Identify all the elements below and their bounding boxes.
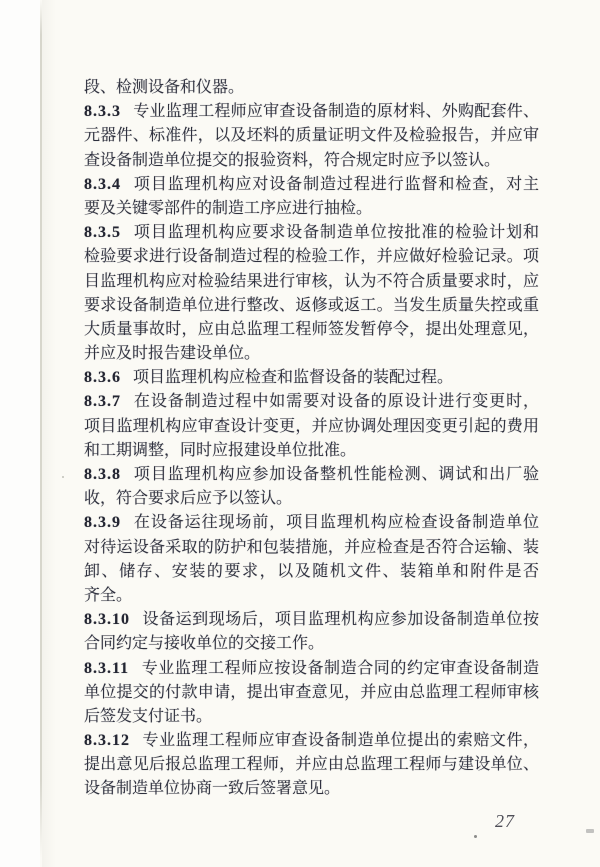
text-line (84, 560, 539, 584)
clause-number: 8.3.10 (84, 611, 130, 629)
clause-number: 8.3.6 (84, 369, 121, 387)
clause-text: 齐全。 (84, 586, 133, 604)
text-line (84, 366, 539, 390)
text-line (84, 439, 539, 463)
text-line (84, 100, 539, 124)
clause-text: 大质量事故时，应由总监理工程师签发暂停令，提出处理意见， (84, 320, 539, 338)
page-number: 27 (495, 811, 515, 831)
text-line (84, 657, 539, 681)
clause-text: 并应及时报告建设单位。 (84, 345, 261, 363)
text-line (84, 463, 539, 487)
clause-text: 要及关键零部件的制造工序应进行抽检。 (84, 199, 373, 217)
clause-text: 和工期调整，同时应报建设单位批准。 (84, 441, 357, 459)
text-line (84, 149, 539, 173)
clause-text: 在设备制造过程中如需要对设备的原设计进行变更时， (133, 393, 539, 411)
text-line (84, 390, 539, 414)
document-body (84, 76, 539, 802)
text-line (84, 76, 539, 100)
text-line (84, 681, 539, 705)
text-line (84, 270, 539, 294)
clause-text: 收，符合要求后应予以签认。 (84, 490, 293, 508)
text-line (84, 729, 539, 753)
text-line (84, 173, 539, 197)
clause-text: 卸、储存、安装的要求，以及随机文件、装箱单和附件是否 (84, 562, 539, 580)
text-line (84, 753, 539, 777)
clause-text: 项目监理机构应要求设备制造单位按批准的检验计划和 (133, 224, 539, 242)
clause-text: 查设备制造单位提交的报验资料，符合规定时应予以签认。 (84, 151, 501, 169)
scan-margin-strip (0, 0, 40, 867)
clause-text: 对待运设备采取的防护和包装措施，并应检查是否符合运输、装 (84, 538, 539, 556)
clause-number: 8.3.9 (84, 514, 121, 532)
clause-number: 8.3.4 (84, 175, 121, 193)
text-line (84, 584, 539, 608)
text-line (84, 705, 539, 729)
clause-text: 项目监理机构应对设备制造过程进行监督和检查，对主 (133, 175, 539, 193)
text-line (84, 318, 539, 342)
scan-speck (62, 476, 64, 478)
clause-text: 专业监理工程师应按设备制造合同的约定审查设备制造 (141, 659, 539, 677)
scan-speck (474, 835, 477, 838)
text-line (84, 294, 539, 318)
text-line (84, 487, 539, 511)
text-line (84, 245, 539, 269)
clause-text: 在设备运往现场前，项目监理机构应检查设备制造单位 (133, 514, 539, 532)
text-line (84, 415, 539, 439)
text-line (84, 608, 539, 632)
clause-text: 单位提交的付款申请，提出审查意见，并应由总监理工程师审核 (84, 683, 539, 701)
clause-number: 8.3.12 (84, 732, 130, 750)
clause-text: 目监理机构应对检验结果进行审核，认为不符合质量要求时，应 (84, 272, 539, 290)
clause-text: 设备制造单位协商一致后签署意见。 (84, 780, 341, 798)
text-line (84, 124, 539, 148)
clause-number: 8.3.5 (84, 224, 121, 242)
clause-text: 设备运到现场后，项目监理机构应参加设备制造单位按 (142, 611, 539, 629)
text-line (84, 632, 539, 656)
clause-number: 8.3.8 (84, 466, 121, 483)
text-line (84, 221, 539, 245)
scan-speck (586, 829, 594, 833)
clause-text: 专业监理工程师应审查设备制造单位提出的索赔文件， (142, 732, 539, 750)
clause-text: 元器件、标准件，以及坯料的质量证明文件及检验报告，并应审 (84, 127, 539, 145)
clause-text: 专业监理工程师应审查设备制造的原材料、外购配套件、 (133, 103, 539, 121)
clause-number: 8.3.11 (84, 659, 130, 677)
text-line (84, 342, 539, 366)
page-edge-shade (42, 0, 56, 867)
clause-text: 段、检测设备和仪器。 (84, 79, 245, 96)
clause-text: 项目监理机构应审查设计变更，并应协调处理因变更引起的费用 (84, 417, 539, 435)
clause-text: 检验要求进行设备制造过程的检验工作，并应做好检验记录。项 (84, 248, 539, 266)
clause-text: 提出意见后报总监理工程师，并应由总监理工程师与建设单位、 (84, 756, 539, 774)
clause-text: 项目监理机构应检查和监督设备的装配过程。 (133, 369, 454, 387)
text-line (84, 777, 539, 801)
clause-number: 8.3.7 (84, 393, 121, 411)
text-line (84, 536, 539, 560)
text-line (84, 197, 539, 221)
clause-text: 后签发支付证书。 (84, 707, 213, 725)
clause-text: 项目监理机构应参加设备整机性能检测、调试和出厂验 (133, 466, 539, 483)
clause-text: 合同约定与接收单位的交接工作。 (84, 635, 325, 653)
clause-text: 要求设备制造单位进行整改、返修或返工。当发生质量失控或重 (84, 296, 539, 314)
text-line (84, 511, 539, 535)
clause-number: 8.3.3 (84, 103, 121, 121)
